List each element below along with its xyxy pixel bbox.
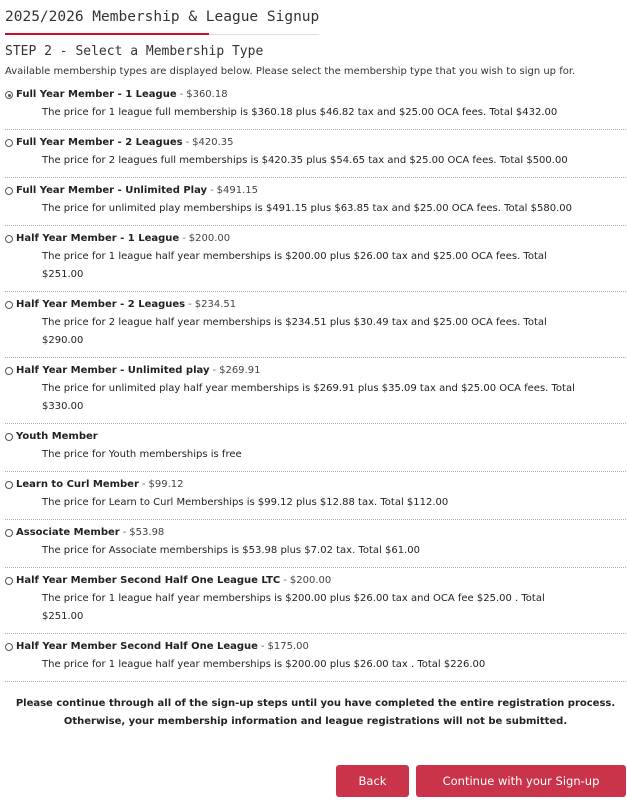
membership-option-label[interactable] [5,88,626,102]
membership-option-label[interactable] [5,574,626,588]
membership-options [5,88,622,682]
membership-description: The price for 2 league half year memberships is $234.51 plus $30.49 tax and $25.00 OCA fees. Total $290.00 [42,317,547,346]
membership-radio[interactable] [5,433,13,441]
step-title: STEP 2 - Select a Membership Type [5,44,264,59]
action-buttons [336,765,626,797]
membership-name: Full Year Member - 2 Leagues [16,137,183,148]
membership-option-label[interactable] [5,430,626,444]
membership-name: Full Year Member - Unlimited Play [16,185,208,196]
membership-price: $491.15 [216,185,259,196]
price-separator: - [212,365,217,376]
membership-option-label[interactable] [5,184,626,198]
membership-option [5,472,626,520]
price-separator: - [283,575,287,586]
membership-price: $420.35 [192,137,234,148]
membership-radio[interactable] [5,187,13,195]
membership-option [5,292,626,358]
membership-description: The price for unlimited play half year memberships is $269.91 plus $35.09 tax and $25.00 OCA fees. Total $330.00 [42,383,575,412]
membership-description: The price for 1 league half year memberships is $200.00 plus $26.00 tax and $25.00 OCA fees. Total $251.00 [42,251,547,280]
membership-name: Half Year Member Second Half One League LTC [16,575,281,586]
membership-option [5,520,626,568]
membership-name: Learn to Curl Member [16,479,139,490]
membership-radio[interactable] [5,139,13,147]
membership-option-label[interactable] [5,478,626,492]
membership-option-label[interactable] [5,136,626,150]
signup-notice [5,695,626,731]
membership-option-label[interactable] [5,526,626,540]
membership-radio[interactable] [5,481,13,489]
membership-radio[interactable] [5,577,13,585]
title-underline [5,33,319,35]
membership-radio[interactable] [5,301,13,309]
membership-description: The price for 1 league full membership is $360.18 plus $46.82 tax and $25.00 OCA fees. Total $432.00 [42,107,558,118]
price-separator: - [260,641,265,652]
membership-price: $269.91 [219,365,261,376]
step-intro: Available membership types are displayed below. Please select the membership type that you wish to sign up for. [5,66,576,77]
membership-option [5,130,626,178]
notice-line-1: Please continue through all of the sign-up steps until you have completed the entire registration process. [15,698,616,709]
membership-price: $175.00 [267,641,309,652]
notice-line-2: Otherwise, your membership information and league registrations will not be submitted. [63,716,568,727]
membership-price: $53.98 [129,527,165,538]
membership-price: $99.12 [148,479,184,490]
membership-name: Half Year Member - 2 Leagues [16,299,186,310]
price-separator: - [141,479,146,490]
price-separator: - [210,185,214,196]
membership-option [5,568,626,634]
membership-name: Half Year Member - Unlimited play [16,365,210,376]
membership-option [5,634,626,682]
price-separator: - [188,299,192,310]
membership-radio[interactable] [5,529,13,537]
membership-radio[interactable] [5,91,13,99]
membership-description: The price for Learn to Curl Memberships is $99.12 plus $12.88 tax. Total $112.00 [42,497,449,508]
membership-option-label[interactable] [5,298,626,312]
membership-option-label[interactable] [5,640,626,654]
membership-name: Full Year Member - 1 League [16,89,177,100]
membership-price: $234.51 [194,299,237,310]
membership-description: The price for 1 league half year memberships is $200.00 plus $26.00 tax and OCA fee $25.00 . Total $251.00 [42,593,545,622]
membership-radio[interactable] [5,367,13,375]
price-separator: - [185,137,190,148]
membership-price: $200.00 [289,575,332,586]
membership-option [5,178,626,226]
membership-name: Half Year Member - 1 League [16,233,180,244]
membership-option-label[interactable] [5,364,626,378]
membership-name: Associate Member [16,527,120,538]
price-separator: - [179,89,184,100]
membership-name: Youth Member [16,431,98,442]
back-button[interactable]: Back [336,765,409,797]
membership-option [5,358,626,424]
page-title: 2025/2026 Membership & League Signup [5,9,320,25]
membership-description: The price for Youth memberships is free [42,449,242,460]
price-separator: - [122,527,127,538]
membership-option-label[interactable] [5,232,626,246]
membership-option [5,226,626,292]
membership-name: Half Year Member Second Half One League [16,641,258,652]
membership-price: $360.18 [186,89,228,100]
membership-description: The price for 1 league half year memberships is $200.00 plus $26.00 tax . Total $226.00 [42,659,486,670]
membership-option [5,88,626,130]
membership-radio[interactable] [5,643,13,651]
price-separator: - [182,233,186,244]
membership-description: The price for unlimited play memberships is $491.15 plus $63.85 tax and $25.00 OCA fees. Total $580.00 [42,203,572,214]
membership-price: $200.00 [188,233,231,244]
title-underline-accent [5,33,209,35]
membership-description: The price for 2 leagues full memberships is $420.35 plus $54.65 tax and $25.00 OCA fees. Total $500.00 [42,155,568,166]
membership-option [5,424,626,472]
membership-radio[interactable] [5,235,13,243]
continue-signup-button[interactable]: Continue with your Sign-up [416,765,626,797]
title-underline-rest [209,34,319,35]
membership-description: The price for Associate memberships is $53.98 plus $7.02 tax. Total $61.00 [42,545,420,556]
